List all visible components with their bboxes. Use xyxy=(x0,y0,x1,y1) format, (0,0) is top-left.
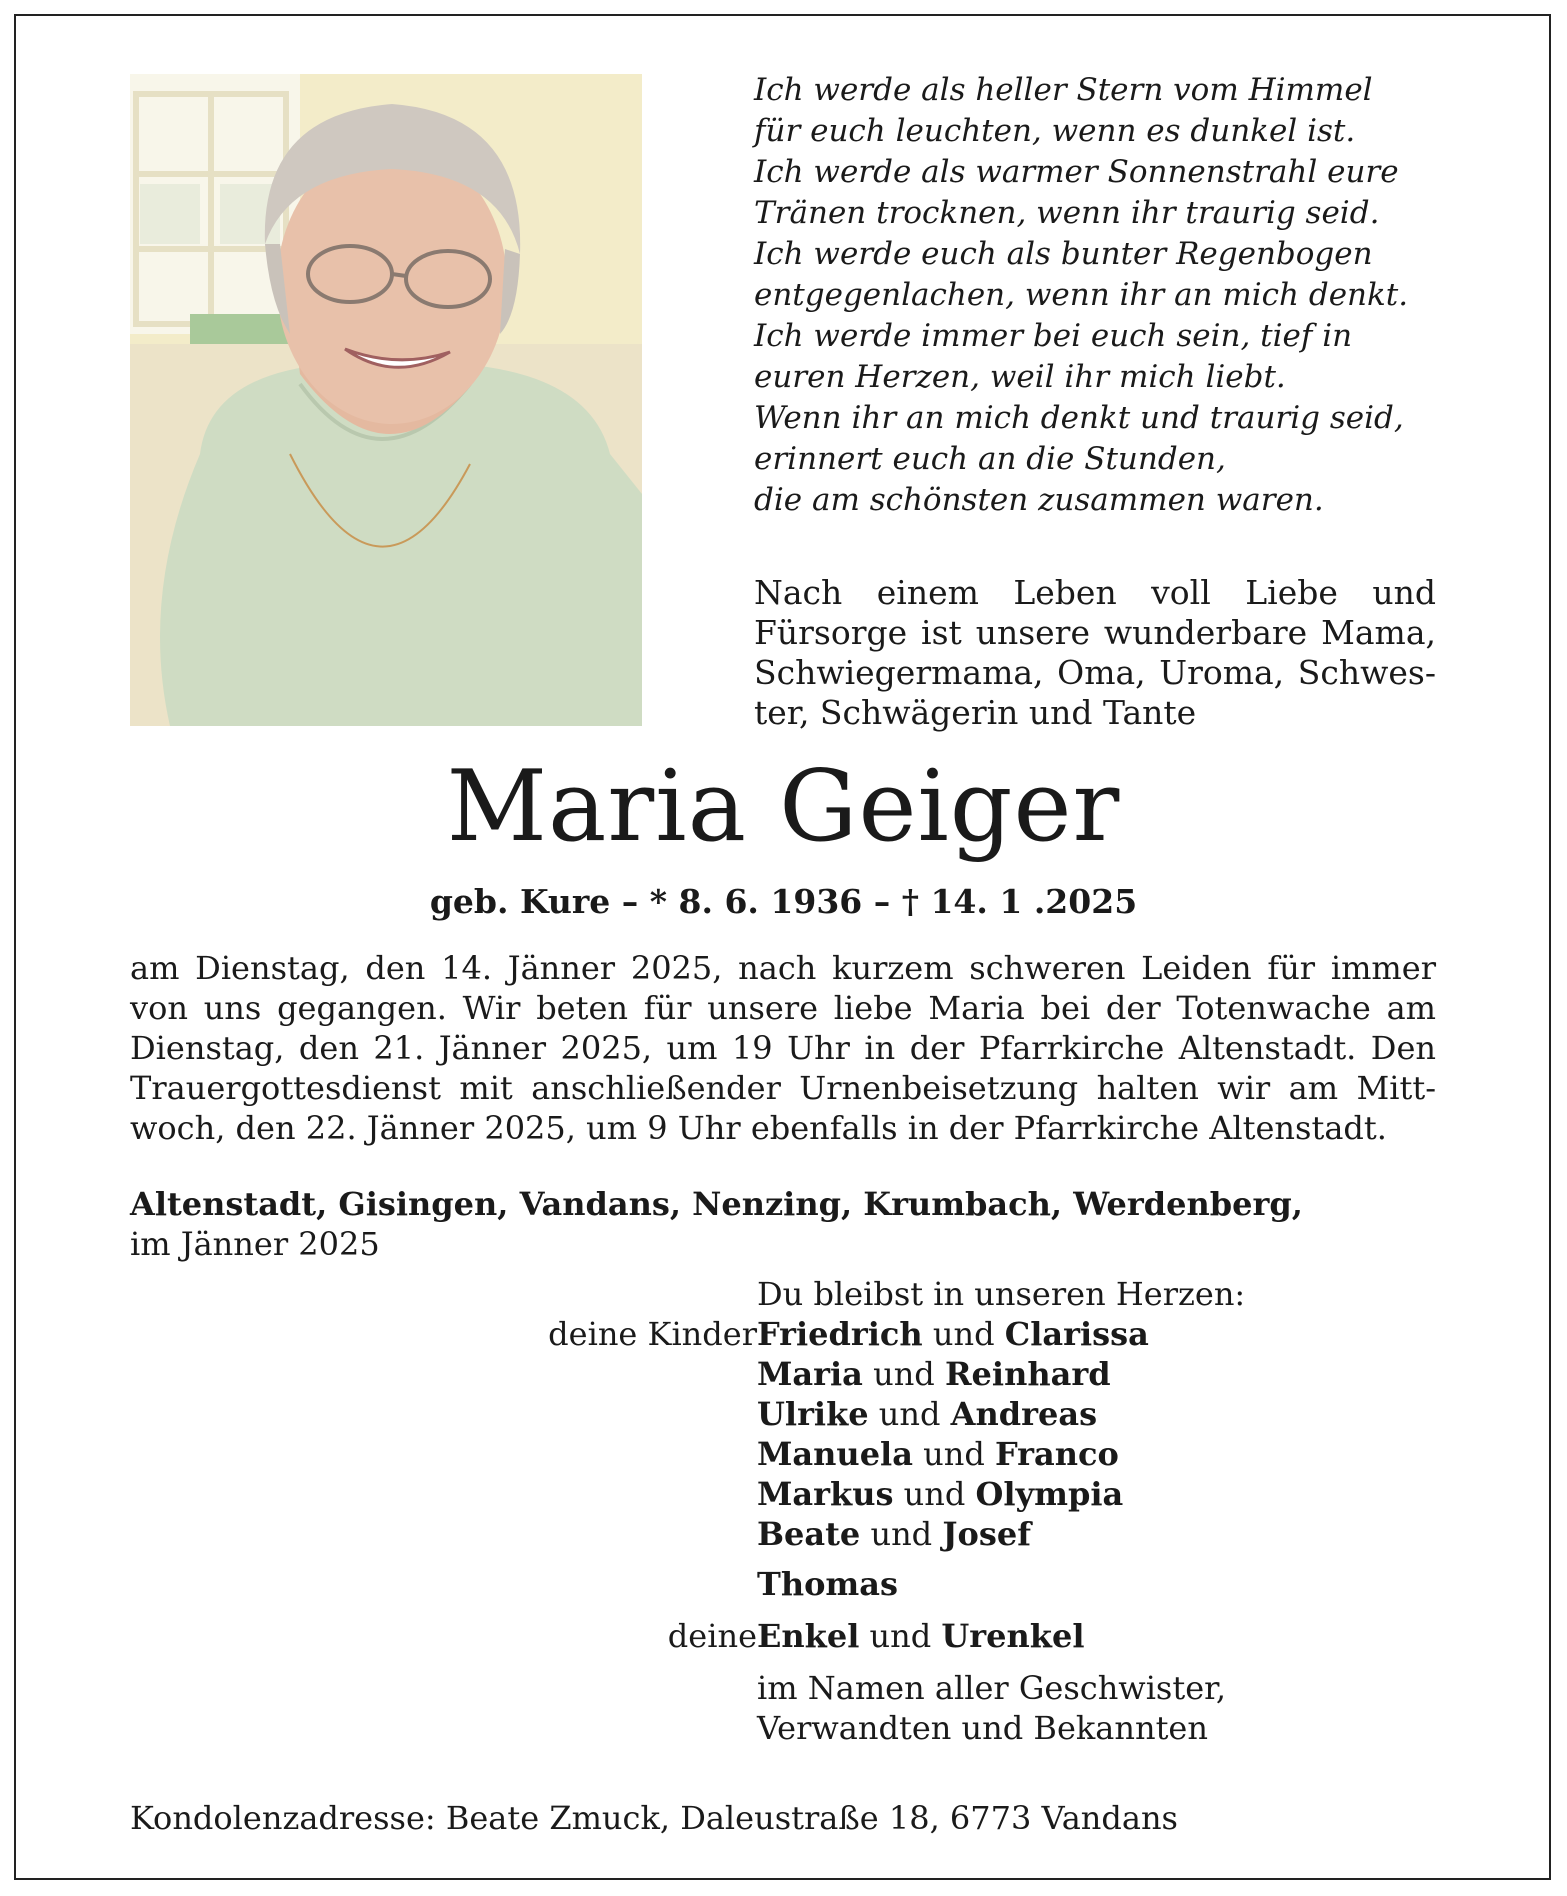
places-and-date xyxy=(130,1184,1436,1264)
poem xyxy=(754,70,1454,521)
portrait-photo xyxy=(130,74,642,726)
couple xyxy=(757,1474,1123,1514)
family-member: Reinhard xyxy=(944,1355,1111,1393)
family-row xyxy=(0,1564,1567,1604)
intro-line: Fürsorge ist unsere wunderbare Mama, xyxy=(754,613,1436,652)
family-member: Thomas xyxy=(757,1565,899,1603)
announcement-line: woch, den 22. Jänner 2025, um 9 Uhr ebenfalls in der Pfarrkirche Altenstadt. xyxy=(130,1109,1387,1147)
couple xyxy=(757,1394,1097,1434)
family-member: Franco xyxy=(994,1435,1119,1473)
enkel-label: deine xyxy=(667,1617,757,1655)
closing-line: im Namen aller Geschwister, xyxy=(757,1669,1227,1707)
family-member: Andreas xyxy=(950,1395,1098,1433)
poem-line: die am schönsten zusammen waren. xyxy=(754,482,1324,518)
connector: und xyxy=(903,1475,966,1513)
intro-paragraph xyxy=(754,573,1436,733)
connector: und xyxy=(932,1315,995,1353)
towns: Altenstadt, Gisingen, Vandans, Nenzing, Krumbach, Werdenberg, xyxy=(130,1185,1303,1223)
poem-line: Ich werde immer bei euch sein, tief in xyxy=(754,318,1353,354)
family-row xyxy=(0,1394,1567,1434)
couple xyxy=(757,1514,1031,1554)
couple xyxy=(757,1434,1119,1474)
announcement-line: von uns gegangen. Wir beten für unsere liebe Maria bei der Totenwache am xyxy=(130,989,1436,1027)
family-row xyxy=(0,1314,1567,1354)
closing-line: Verwandten und Bekannten xyxy=(757,1709,1208,1747)
poem-line: Wenn ihr an mich denkt und traurig seid, xyxy=(754,400,1404,436)
intro-line: Schwiegermama, Oma, Uroma, Schwes- xyxy=(754,653,1436,692)
poem-line: Ich werde als heller Stern vom Himmel xyxy=(754,72,1373,108)
couple xyxy=(757,1314,1149,1354)
family-member: Josef xyxy=(942,1515,1031,1553)
poem-line: euren Herzen, weil ihr mich liebt. xyxy=(754,359,1286,395)
family-member: Markus xyxy=(757,1475,894,1513)
poem-line: Ich werde als warmer Sonnenstrahl eure xyxy=(754,154,1399,190)
family-member: Olympia xyxy=(975,1475,1124,1513)
family-member: Clarissa xyxy=(1004,1315,1149,1353)
poem-line: erinnert euch an die Stunden, xyxy=(754,441,1226,477)
condolence-address: Kondolenzadresse: Beate Zmuck, Daleustraße 18, 6773 Vandans xyxy=(130,1799,1178,1837)
portrait-photo-icon xyxy=(130,74,642,726)
poem-line: Ich werde euch als bunter Regenbogen xyxy=(754,236,1373,272)
poem-line: Tränen trocknen, wenn ihr traurig seid. xyxy=(754,195,1380,231)
connector: und xyxy=(923,1435,985,1473)
family-heading-row xyxy=(0,1274,1567,1314)
family-member: Enkel xyxy=(757,1617,860,1655)
connector: und xyxy=(873,1355,935,1393)
closing-row xyxy=(0,1668,1567,1708)
couple xyxy=(757,1354,1111,1394)
family-member: Maria xyxy=(757,1355,863,1393)
connector: und xyxy=(869,1617,932,1655)
family-member: Manuela xyxy=(757,1435,913,1473)
family-row xyxy=(0,1514,1567,1554)
birth-death-dates: geb. Kure – * 8. 6. 1936 – † 14. 1 .2025 xyxy=(429,882,1138,921)
family-row xyxy=(0,1474,1567,1514)
announcement-line: am Dienstag, den 14. Jänner 2025, nach kurzem schweren Leiden für immer xyxy=(130,949,1436,987)
notice-date: im Jänner 2025 xyxy=(130,1225,380,1263)
poem-line: entgegenlachen, wenn ihr an mich denkt. xyxy=(754,277,1409,313)
intro-line: ter, Schwägerin und Tante xyxy=(754,693,1197,732)
announcement-text xyxy=(130,948,1436,1148)
family-member: Ulrike xyxy=(757,1395,869,1433)
family-heading: Du bleibst in unseren Herzen: xyxy=(757,1275,1246,1313)
poem-line: für euch leuchten, wenn es dunkel ist. xyxy=(754,113,1356,149)
family-row xyxy=(0,1616,1567,1656)
deceased-name: Maria Geiger xyxy=(446,750,1121,864)
closing-row xyxy=(0,1708,1567,1748)
kinder-label: deine Kinder xyxy=(548,1315,757,1353)
family-row xyxy=(0,1354,1567,1394)
announcement-line: Trauergottesdienst mit anschließender Urnenbeisetzung halten wir am Mitt- xyxy=(130,1069,1436,1107)
family-member: Urenkel xyxy=(941,1617,1085,1655)
connector: und xyxy=(878,1395,941,1433)
family-member: Friedrich xyxy=(757,1315,923,1353)
connector: und xyxy=(870,1515,933,1553)
family-member: Beate xyxy=(757,1515,861,1553)
announcement-line: Dienstag, den 21. Jänner 2025, um 19 Uhr in der Pfarrkirche Altenstadt. Den xyxy=(130,1029,1436,1067)
intro-line: Nach einem Leben voll Liebe und xyxy=(754,573,1436,612)
family-row xyxy=(0,1434,1567,1474)
